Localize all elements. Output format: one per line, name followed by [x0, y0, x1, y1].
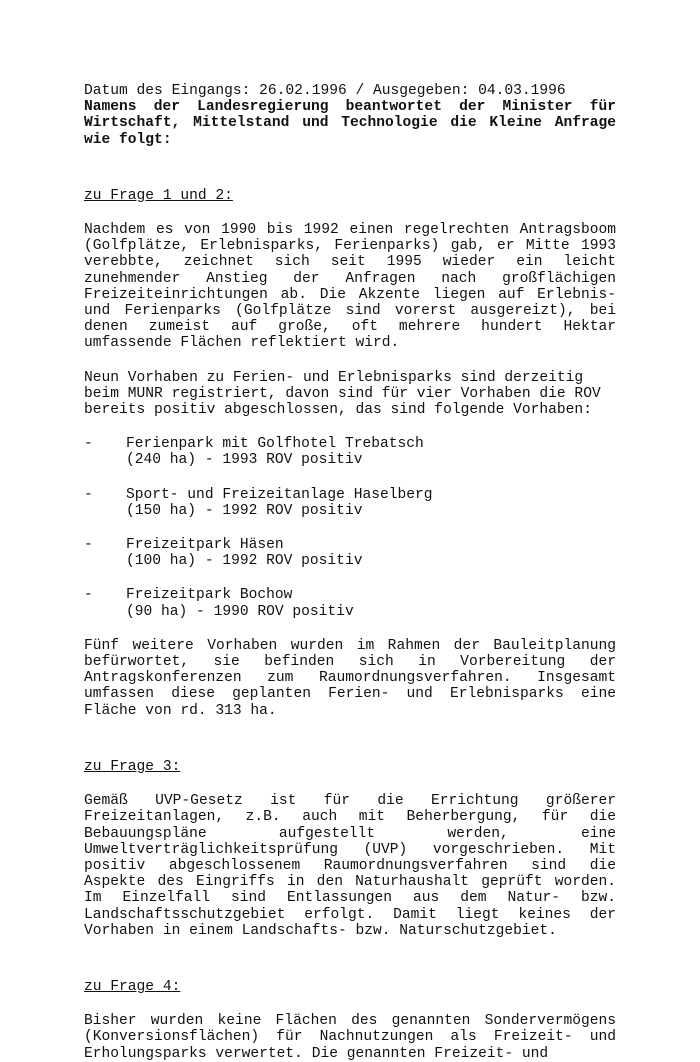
spacer: [84, 148, 616, 188]
list-item: [84, 537, 616, 569]
spacer: [84, 418, 616, 436]
spacer: [84, 775, 616, 793]
list-dash: -: [84, 537, 93, 554]
paragraph-fuenf-vorhaben: Fünf weitere Vorhaben wurden im Rahmen der Bauleitplanung befürwortet, sie befinden sich in Vorbereitung der Antragskonferenzen zum Raumordnungsverfahren. Insgesamt umfassen diese geplanten Ferien- und Erlebnisparks eine Fläche von rd. 313 ha.: [84, 637, 616, 719]
paragraph-uvp-gesetz: Gemäß UVP-Gesetz ist für die Errichtung größerer Freizeitanlagen, z.B. auch mit Beherbergung, für die Bebauungspläne aufgestellt werden, eine Umweltverträglichkeitsprüfung (UVP) vorgeschrieben. Mit positiv abgeschlossenem Raumordnungsverfahren sind die Aspekte des Eingriffs in den Naturhaushalt geprüft worden. Im Einzelfall sind Entlassungen aus dem Natur- bzw. Landschaftsschutzgebiet erfolgt. Damit liegt keines der Vorhaben in einem Landschafts- bzw. Naturschutzgebiet.: [84, 793, 616, 939]
spacer: [84, 995, 616, 1013]
project-name: Sport- und Freizeitanlage Haselberg: [126, 486, 433, 503]
intro-statement: Namens der Landesregierung beantwortet der Minister für Wirtschaft, Mittelstand und Technologie die Kleine Anfrage wie folgt:: [84, 99, 616, 148]
project-detail: (150 ha) - 1992 ROV positiv: [126, 502, 363, 519]
list-item: [84, 487, 616, 519]
list-dash: -: [84, 587, 93, 604]
list-item-body: [126, 436, 424, 468]
spacer: [84, 204, 616, 222]
list-item-body: [126, 487, 433, 519]
document-page: [84, 83, 616, 1062]
paragraph-neun-vorhaben: Neun Vorhaben zu Ferien- und Erlebnisparks sind derzeitig beim MUNR registriert, davon sind für vier Vorhaben die ROV bereits positiv abgeschlossen, das sind folgende Vorhaben:: [84, 369, 601, 419]
list-item-body: [126, 537, 362, 569]
list-item-body: [126, 587, 354, 619]
spacer: [84, 719, 616, 759]
project-name: Ferienpark mit Golfhotel Trebatsch: [126, 436, 424, 453]
list-item: [84, 436, 616, 468]
project-detail: (100 ha) - 1992 ROV positiv: [126, 553, 363, 570]
section-heading-frage-4: zu Frage 4:: [84, 978, 181, 995]
spacer: [84, 352, 616, 370]
project-name: Freizeitpark Bochow: [126, 587, 293, 604]
project-list: [84, 436, 616, 620]
section-heading-frage-3: zu Frage 3:: [84, 758, 181, 775]
list-dash: -: [84, 436, 93, 453]
list-item: [84, 587, 616, 619]
spacer: [84, 939, 616, 979]
project-detail: (240 ha) - 1993 ROV positiv: [126, 452, 363, 469]
project-name: Freizeitpark Häsen: [126, 537, 284, 554]
list-dash: -: [84, 486, 93, 503]
date-line: Datum des Eingangs: 26.02.1996 / Ausgegeben: 04.03.1996: [84, 83, 566, 99]
project-detail: (90 ha) - 1990 ROV positiv: [126, 603, 354, 620]
paragraph-konversionsflaechen: Bisher wurden keine Flächen des genannten Sondervermögens (Konversionsflächen) für Nachnutzungen als Freizeit- und Erholungsparks verwertet. Die genannten Freizeit- und: [84, 1013, 616, 1062]
section-heading-frage-1-2: zu Frage 1 und 2:: [84, 187, 233, 204]
paragraph-antragsboom: Nachdem es von 1990 bis 1992 einen regelrechten Antragsboom (Golfplätze, Erlebnisparks, Ferienparks) gab, er Mitte 1993 verebbte, zeichnet sich seit 1995 wieder ein leicht zunehmender Anstieg der Anfragen nach großflächigen Freizeiteinrichtungen ab. Die Akzente liegen auf Erlebnis- und Ferienparks (Golfplätze sind vorerst ausgereizt), bei denen zumeist auf große, oft mehrere hundert Hektar umfassende Flächen reflektiert wird.: [84, 222, 616, 352]
